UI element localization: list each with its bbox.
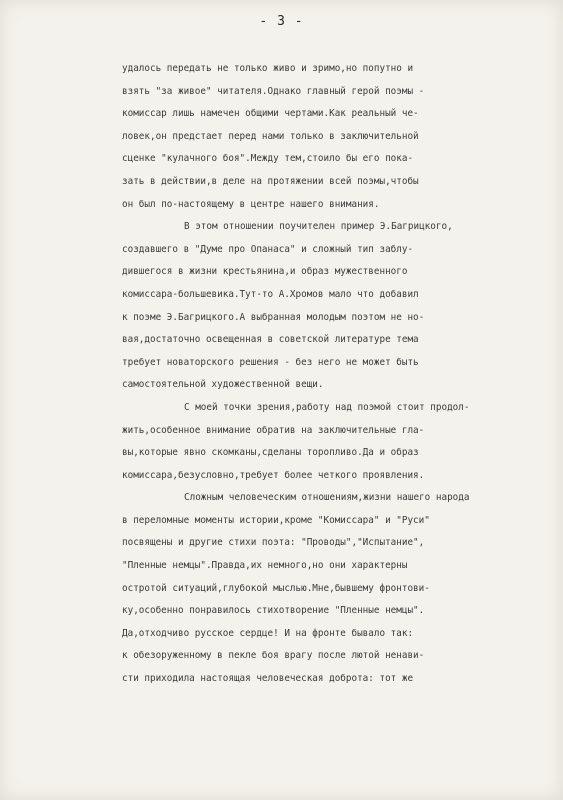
text-line: жить,особенное внимание обратив на заключительные гла- xyxy=(122,424,425,436)
text-line: дившегося в жизни крестьянина,и образ мужественного xyxy=(122,266,408,278)
text-line: вы,которые явно скомканы,сделаны торопливо.Да и образ xyxy=(122,447,419,459)
text-line: зать в действии,в деле на протяжении всей поэмы,чтобы xyxy=(122,175,419,187)
body-text xyxy=(122,58,542,691)
text-line: остротой ситуаций,глубокой мыслью.Мне,бывшему фронтови- xyxy=(122,582,430,594)
paragraph-start-line: С моей точки зрения,работу над поэмой стоит продол- xyxy=(184,401,470,413)
text-line: ку,особенно понравилось стихотворение "Пленные немцы". xyxy=(122,605,425,617)
text-line: требует новаторского решения - без него не может быть xyxy=(122,356,419,368)
text-line: он был по-настоящему в центре нашего внимания. xyxy=(122,198,380,210)
paragraph-start-line: В этом отношении поучителен пример Э.Багрицкого, xyxy=(184,221,453,233)
text-line: вая,достаточно освещенная в советской литературе тема xyxy=(122,334,419,346)
text-line: создавшего в "Думе про Опанаса" и сложный тип заблу- xyxy=(122,243,414,255)
text-line: "Пленные немцы".Правда,их немного,но они характерны xyxy=(122,560,408,572)
text-line: удалось передать не только живо и зримо,но попутно и xyxy=(122,63,414,74)
text-line: посвящены и другие стихи поэта: "Проводы","Испытание", xyxy=(122,537,425,549)
page-number: - 3 - xyxy=(259,14,304,29)
text-line: комиссара,безусловно,требует более четкого проявления. xyxy=(122,469,425,481)
text-line: комиссар лишь намечен общими чертами.Как реальный че- xyxy=(122,108,419,120)
paragraph-start-line: Сложным человеческим отношениям,жизни нашего народа xyxy=(184,492,470,504)
text-line: самостоятельной художественной вещи. xyxy=(122,379,324,391)
text-line: к обезоруженному в пекле боя врагу после лютой ненави- xyxy=(122,650,425,662)
text-line: сти приходила настоящая человеческая доброта: тот же xyxy=(122,673,414,685)
text-line: ловек,он предстает перед нами только в заключительной xyxy=(122,130,419,142)
text-line: взять "за живое" читателя.Однако главный герой поэмы - xyxy=(122,85,425,97)
text-line: Да,отходчиво русское сердце! И на фронте бывало так: xyxy=(122,627,414,639)
text-line: в переломные моменты истории,кроме "Комиссара" и "Руси" xyxy=(122,514,430,526)
text-line: комиссара-большевика.Тут-то А.Хромов мало что добавил xyxy=(122,288,419,300)
text-line: к поэме Э.Багрицкого.А выбранная молодым поэтом не но- xyxy=(122,311,425,323)
text-line: сценке "кулачного боя".Между тем,стоило бы его пока- xyxy=(122,153,414,165)
